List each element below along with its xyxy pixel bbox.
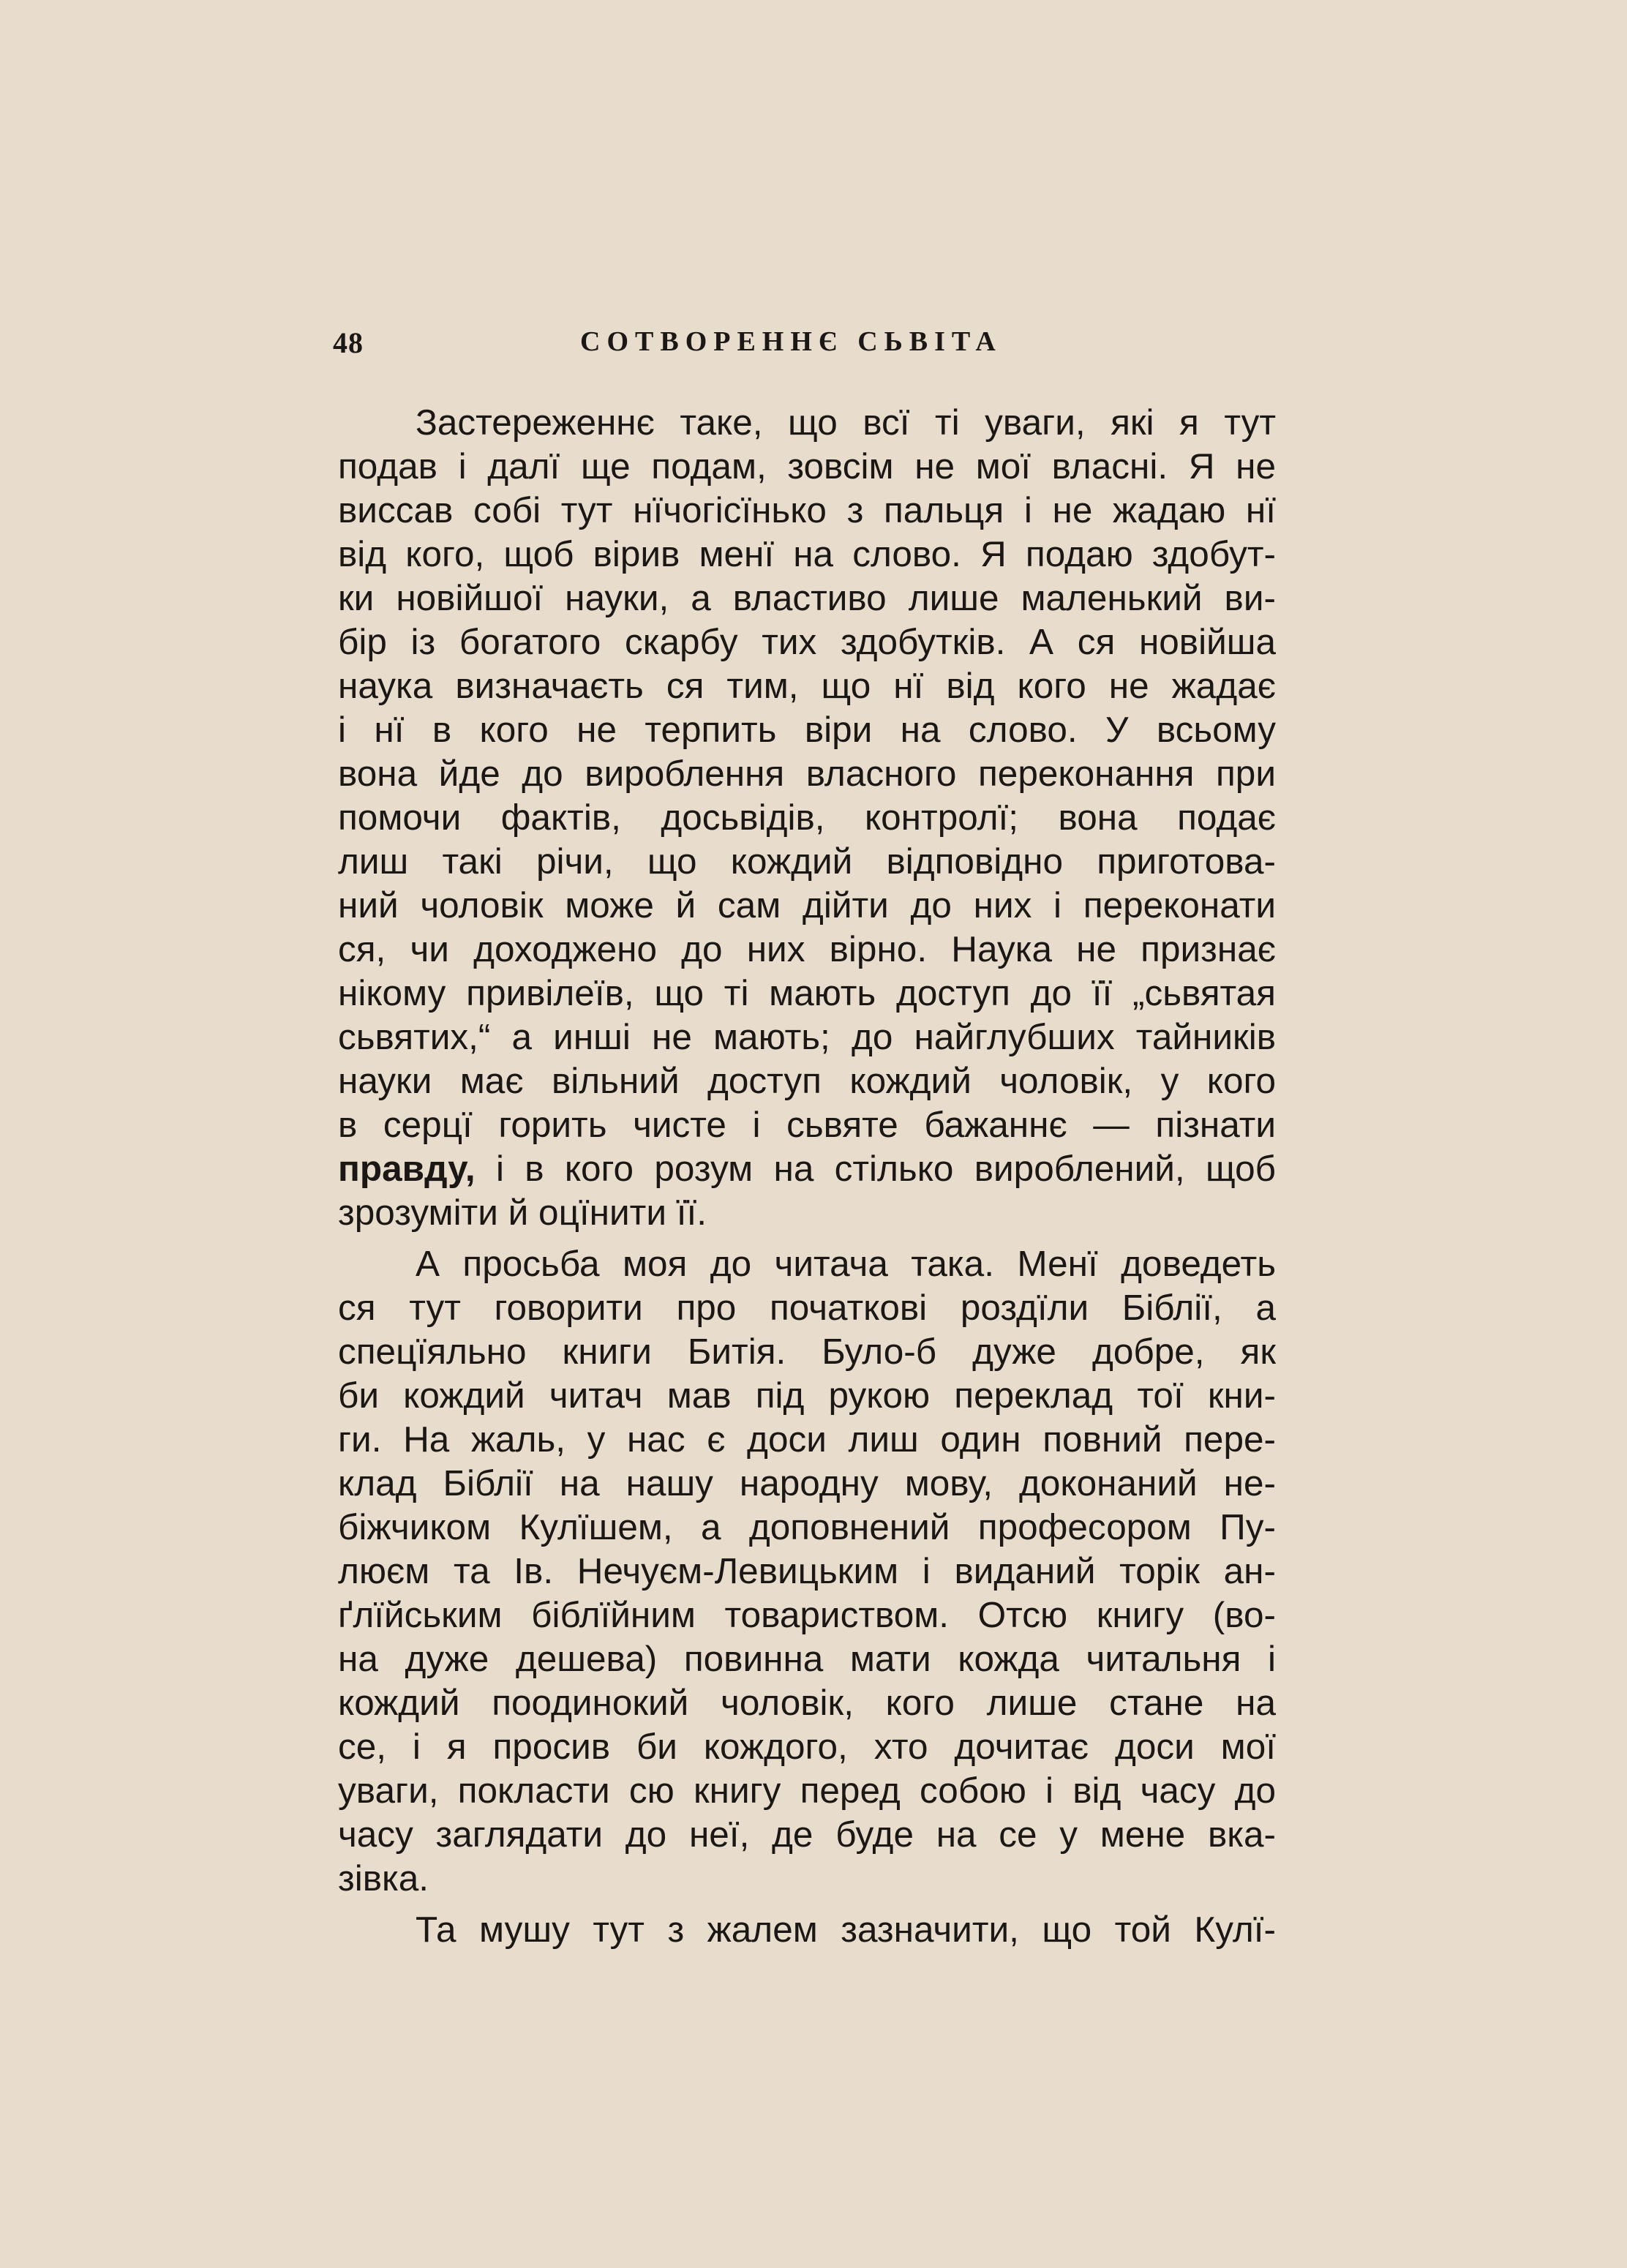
text-line: люєм та Ів. Нечуєм-Левицьким і виданий торік ан- [338,1551,1276,1591]
text-line: вона йде до вироблення власного переконання при [338,754,1276,794]
text-line: спецїяльно книги Битія. Було-б дуже добре, як [338,1332,1276,1372]
text-line: ся тут говорити про початкові роздїли Біблії, а [338,1288,1276,1328]
text-line: ги. На жаль, у нас є доси лиш один повний пере- [338,1419,1276,1460]
text-line: в серцї горить чисте і сьвяте бажаннє — пізнати [338,1105,1276,1145]
text-line: помочи фактів, досьвідів, контролї; вона подає [338,797,1276,838]
text-line-rest: і в кого розум на стілько вироблений, щоб [475,1149,1276,1189]
text-line: науки має вільний доступ кождий чоловік, у кого [338,1061,1276,1101]
text-line: нікому привілеїв, що ті мають доступ до її „сьвятая [338,973,1276,1013]
text-line: А просьба моя до читача така. Менї доведеть [416,1244,1276,1284]
paragraph-kulish [338,1908,1276,1952]
text-line: ся, чи доходжено до них вірно. Наука не признає [338,929,1276,969]
text-line: ки новійшої науки, а властиво лише маленький ви- [338,578,1276,618]
text-line: сьвятих,“ а инші не мають; до найглубших тайників [338,1017,1276,1057]
paragraph-gap [338,1901,1276,1908]
text-line: ґлїйським біблїйним товариством. Отсю книгу (во- [338,1595,1276,1635]
text-line: уваги, покласти сю книгу перед собою і від часу до [338,1771,1276,1811]
text-line: подав і далї ще подам, зовсім не мої власні. Я не [338,446,1276,487]
text-line: зівка. [338,1858,429,1899]
text-line: від кого, щоб вірив менї на слово. Я подаю здобут- [338,534,1276,574]
page-header [333,326,1284,369]
text-line: бір із богатого скарбу тих здобутків. А ся новійша [338,622,1276,662]
text-line: наука визначаєть ся тим, що нї від кого не жадає [338,666,1276,706]
text-line: виссав собі тут нїчогісїнько з пальця і не жадаю нї [338,490,1276,530]
text-line: біжчиком Кулїшем, а доповнений професором Пу- [338,1507,1276,1547]
text-line: зрозуміти й оцїнити її. [338,1193,707,1233]
text-line: часу заглядати до неї, де буде на се у мене вка- [338,1814,1276,1855]
text-line [338,1147,1276,1191]
text-line: і нї в кого не терпить віри на слово. У всьому [338,710,1276,750]
text-line: клад Біблії на нашу народну мову, доконаний не- [338,1463,1276,1503]
page-number: 48 [333,326,364,359]
text-line: на дуже дешева) повинна мати кожда читальня і [338,1639,1276,1679]
paragraph-request [338,1242,1276,1901]
text-line: би кождий читач мав під рукою переклад тої кни- [338,1375,1276,1416]
text-line: Та мушу тут з жалем зазначити, що той Кулї- [416,1910,1276,1950]
body-text [338,401,1276,1952]
paragraph-caveat [338,401,1276,1235]
text-line: ний чоловік може й сам дійти до них і переконати [338,885,1276,925]
text-line: Застереженнє таке, що всї ті уваги, які я тут [416,402,1276,443]
running-title: СОТВОРЕННЄ СЬВІТА [580,326,1002,357]
text-line: лиш такі річи, що кождий відповідно приготова- [338,841,1276,882]
text-line: кождий поодинокий чоловік, кого лише стане на [338,1683,1276,1723]
emphasized-word: правду, [338,1149,476,1189]
paragraph-gap [338,1235,1276,1242]
text-line: се, і я просив би кождого, хто дочитає доси мої [338,1727,1276,1767]
